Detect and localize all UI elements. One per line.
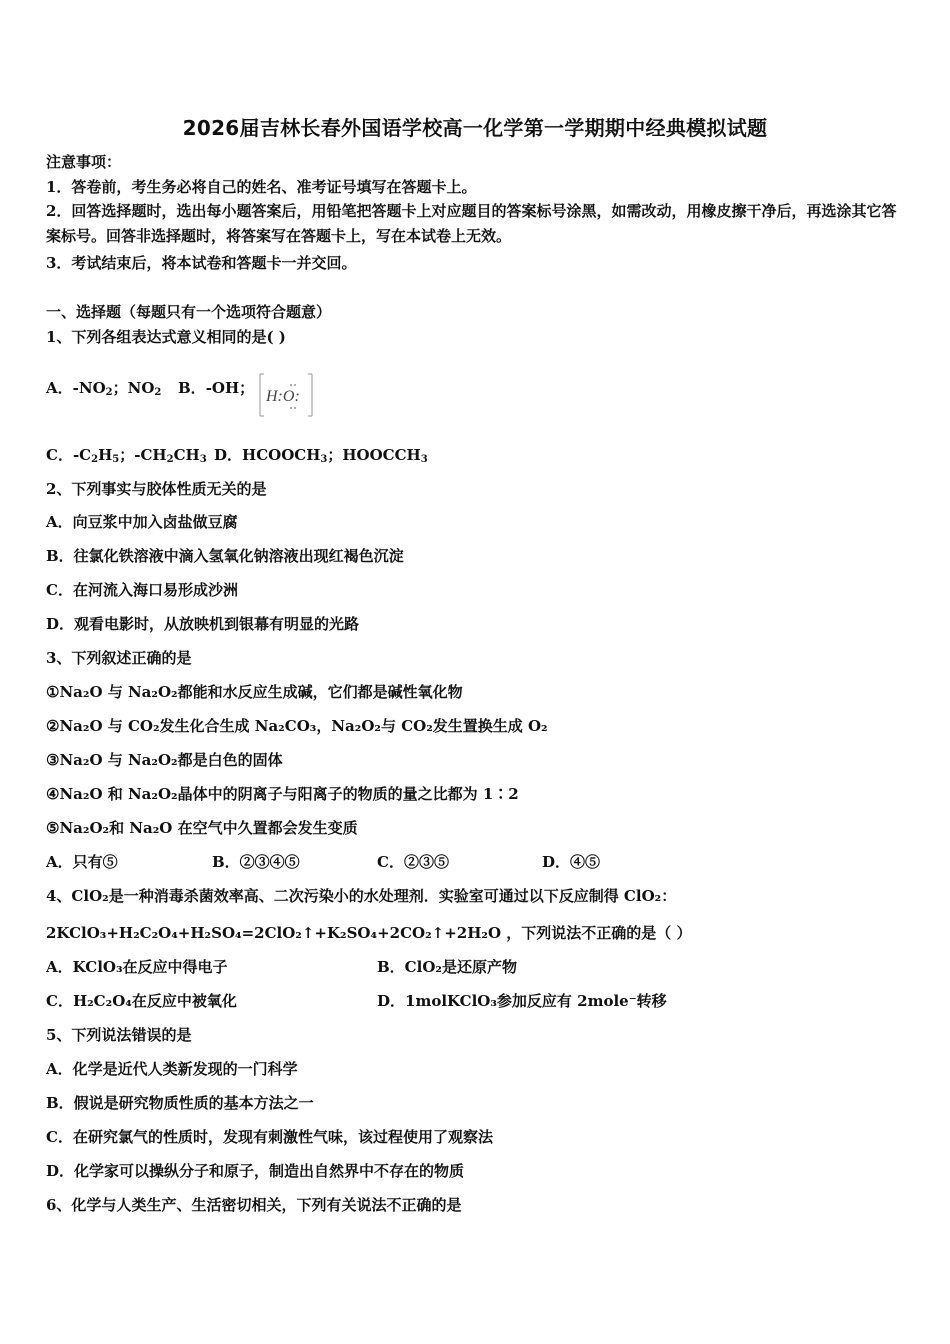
lewis-formula-text: H:O: [266, 388, 300, 405]
q3-option-d: D．④⑤ [542, 853, 601, 871]
q2-stem: 2、下列事实与胶体性质无关的是 [46, 480, 267, 498]
q1-option-a-sub2: 2 [154, 387, 162, 398]
q2-option-a: A．向豆浆中加入卤盐做豆腐 [46, 513, 238, 531]
lewis-electron-dot [294, 384, 296, 386]
q1-option-d-sub1: 3 [320, 454, 328, 465]
q5-stem: 5、下列说法错误的是 [46, 1026, 192, 1044]
lewis-structure-image [258, 372, 314, 418]
q1-option-b-formula: -OH； [205, 379, 255, 397]
q3-statement-2: ②Na₂O 与 CO₂发生化合生成 Na₂CO₃，Na₂O₂与 CO₂发生置换生成 O₂ [46, 717, 548, 735]
q4-option-c: C．H₂C₂O₄在反应中被氧化 [46, 992, 237, 1010]
lewis-electron-dot [294, 407, 296, 409]
q3-statement-1: ①Na₂O 与 Na₂O₂都能和水反应生成碱，它们都是碱性氧化物 [46, 683, 463, 701]
q3-option-c: C．②③⑤ [377, 853, 449, 871]
q3-option-b: B．②③④⑤ [212, 853, 300, 871]
q5-option-a: A．化学是近代人类新发现的一门科学 [46, 1060, 298, 1078]
q1-option-c-part2: H [98, 446, 113, 464]
q1-option-c-part1: -C [72, 446, 92, 464]
q1-option-c-sub1: 2 [91, 454, 99, 465]
q2-option-b: B．往氯化铁溶液中滴入氢氧化钠溶液出现红褐色沉淀 [46, 547, 404, 565]
q1-option-a-formula2: ；NO [112, 379, 155, 397]
q1-option-c-sub4: 3 [199, 454, 207, 465]
q1-option-c-sub2: 5 [112, 454, 120, 465]
lewis-electron-dot [290, 407, 292, 409]
q5-option-d: D．化学家可以操纵分子和原子，制造出自然界中不存在的物质 [46, 1162, 465, 1180]
notice-item-3: 3．考试结束后，将本试卷和答题卡一并交回。 [46, 254, 357, 272]
q3-statement-3: ③Na₂O 与 Na₂O₂都是白色的固体 [46, 751, 283, 769]
q1-option-c-part4: CH [173, 446, 200, 464]
q4-option-a: A．KClO₃在反应中得电子 [46, 958, 228, 976]
q2-option-c: C．在河流入海口易形成沙洲 [46, 581, 238, 599]
q4-option-b: B．ClO₂是还原产物 [377, 958, 517, 976]
q3-statement-5: ⑤Na₂O₂和 Na₂O 在空气中久置都会发生变质 [46, 819, 358, 837]
q1-option-c-part3: ；-CH [119, 446, 167, 464]
q1-option-d-label: D． [214, 446, 243, 464]
q1-option-b-label: B． [178, 379, 206, 397]
q1-option-b [178, 378, 254, 398]
page-title: 2026届吉林长春外国语学校高一化学第一学期期中经典模拟试题 [182, 116, 768, 140]
q1-option-c-sub3: 2 [166, 454, 174, 465]
q1-option-c-label: C． [46, 446, 73, 464]
q4-option-d: D．1molKClO₃参加反应有 2mole⁻转移 [377, 992, 667, 1010]
lewis-electron-dot [290, 384, 292, 386]
q6-stem: 6、化学与人类生产、生活密切相关，下列有关说法不正确的是 [46, 1196, 462, 1214]
q5-option-c: C．在研究氯气的性质时，发现有刺激性气味，该过程使用了观察法 [46, 1128, 493, 1146]
section-heading: 一、选择题（每题只有一个选项符合题意） [46, 303, 332, 321]
q1-option-d-part1: HCOOCH [242, 446, 321, 464]
q1-option-d-sub2: 3 [420, 454, 428, 465]
q1-option-a-sub1: 2 [105, 387, 113, 398]
q1-option-a-formula1: -NO [72, 379, 106, 397]
q1-option-a [46, 378, 161, 403]
q4-stem: 4、ClO₂是一种消毒杀菌效率高、二次污染小的水处理剂．实验室可通过以下反应制得 ClO₂： [46, 887, 677, 905]
notice-item-1: 1．答卷前，考生务必将自己的姓名、准考证号填写在答题卡上。 [46, 178, 477, 196]
q5-option-b: B．假说是研究物质性质的基本方法之一 [46, 1094, 314, 1112]
q1-option-a-label: A． [46, 379, 73, 397]
q1-option-d [214, 445, 428, 470]
q1-option-c [46, 445, 207, 470]
q2-option-d: D．观看电影时，从放映机到银幕有明显的光路 [46, 615, 360, 633]
q3-stem: 3、下列叙述正确的是 [46, 649, 192, 667]
notice-item-2: 2．回答选择题时，选出每小题答案后，用铅笔把答题卡上对应题目的答案标号涂黑，如需改动，用橡皮擦干净后，再选涂其它答案标号。回答非选择题时，将答案写在答题卡上，写在本试卷上无效。 [46, 202, 897, 245]
q4-equation: 2KClO₃+H₂C₂O₄+H₂SO₄=2ClO₂↑+K₂SO₄+2CO₂↑+2H₂O ，下列说法不正确的是（ ） [46, 924, 692, 942]
q1-stem: 1、下列各组表达式意义相同的是( ) [46, 328, 286, 346]
q3-option-a: A．只有⑤ [46, 853, 118, 871]
q1-option-d-part2: ；HOOCCH [327, 446, 421, 464]
notice-heading: 注意事项： [46, 153, 122, 171]
q3-statement-4: ④Na₂O 和 Na₂O₂晶体中的阴离子与阳离子的物质的量之比都为 1∶2 [46, 785, 519, 803]
